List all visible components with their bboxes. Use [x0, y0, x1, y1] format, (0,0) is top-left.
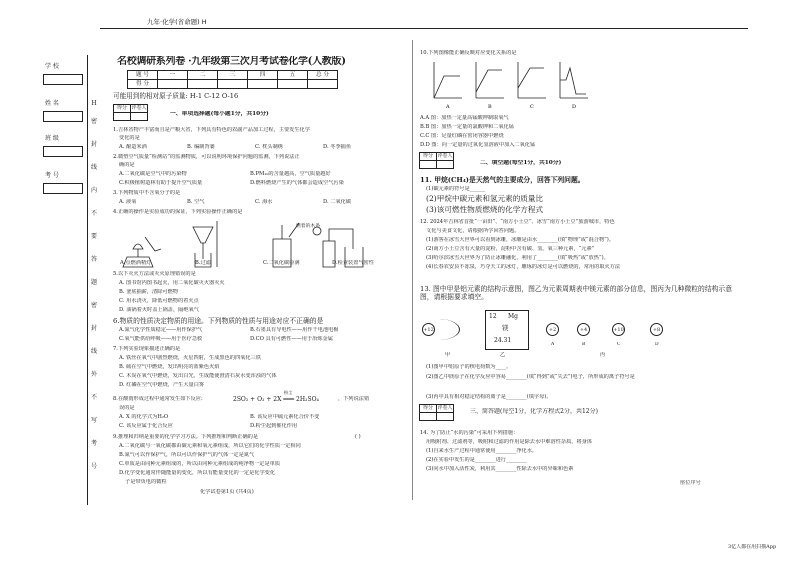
score-cell[interactable] — [278, 80, 308, 89]
subject-line: 九年·化学(省命题) H — [147, 18, 207, 26]
score-header-cell: 总 分 — [308, 71, 338, 80]
seal-char: 线 — [90, 348, 97, 355]
seal-char: 密 — [90, 302, 97, 309]
nucleus-d: +8 — [650, 323, 663, 336]
score-header-cell: 二 — [188, 71, 218, 80]
graph-label-b: B — [488, 104, 492, 110]
q12-part-2: (2)南方小土豆含有大量的淀粉，淀粉中含有碳、氢、氧三种元素，“元素” — [426, 246, 595, 252]
q14-text: 14. 为了防止“水的污染”可采用下列措施： — [420, 430, 519, 436]
q9-option-c: C.单质是由同种元素组成的，所以由同种元素组成的纯净物一定是单质 — [119, 461, 281, 467]
q8-text-tail: ，下列说法错 — [338, 396, 370, 402]
q10-option-d: D.D 图：向一定量的过氧化氢溶液中加入二氧化锰 — [420, 142, 536, 148]
q4-figure-note: 燃着的木条 — [296, 224, 320, 229]
q8-equation: 2SO₂ + O₂ + 2X ═══ 2H₂SO₄ — [233, 396, 319, 403]
q10-option-b: B.B 图：加热一定量的氯酸钾和二氧化锰 — [420, 124, 514, 130]
letter-b: B — [582, 342, 586, 347]
q8-text: 8.在酸雨形成过程中通常发生如下反应: — [113, 396, 203, 402]
q5-option-d: D. 油锅着火时盖上锅盖，隔绝氧气 — [119, 307, 199, 313]
score-row-label: 得 分 — [128, 80, 158, 89]
score-header-cell: 四 — [248, 71, 278, 80]
q8-condition: 粉尘 — [284, 390, 293, 395]
label-yi: 乙 — [500, 352, 506, 358]
q7-option-b: B. 硫在空气中燃烧，发出明亮的蓝紫色火焰 — [119, 364, 220, 370]
seal-char: 不 — [90, 210, 97, 217]
id-box[interactable] — [43, 183, 83, 194]
q1-text-cont: 变化的是 — [119, 135, 140, 141]
q14-part-3: (3)向水中加入活性炭，利用其________性除去水中的异味和色素 — [426, 466, 574, 472]
letter-d: D — [655, 342, 659, 347]
nucleus-al: +12 — [422, 323, 435, 336]
seal-char: 写 — [90, 417, 97, 424]
seal-char: 不 — [90, 394, 97, 401]
mg-cell — [485, 310, 529, 350]
graph-label-d: D — [572, 104, 577, 110]
q13-part-1: (1)图甲中铝原子的核电荷数为____。 — [426, 364, 512, 370]
atomic-mass-line: 可能用到的相对原子质量: H-1 C-12 O-16 — [113, 92, 239, 100]
q14-text-cont: 用吸附剂、过滤剂等，吸附和过滤的作用是除去水中难溶性杂质，将身体 — [426, 439, 593, 445]
q2-text-cont: 确的是 — [119, 162, 135, 168]
score-table — [127, 70, 338, 89]
score-header-cell: 一 — [158, 71, 188, 80]
seal-char: 题 — [90, 279, 97, 286]
seal-char: 号 — [90, 463, 97, 470]
seal-char: 封 — [90, 141, 97, 148]
name-box[interactable] — [43, 111, 83, 122]
q4-text: 4.正确的操作是实验成功的保证，下列实验操作正确的是 — [113, 209, 243, 215]
q4-label-a: A.点燃酒精灯 — [120, 260, 152, 266]
q4-label-b: B.过滤 — [195, 260, 211, 266]
seal-mark: H — [91, 100, 97, 107]
q10-option-a: A.A 图：加热一定量高锰酸钾制取氧气 — [420, 115, 509, 121]
q12-part-4: (4)长春农安县不冻泉，巧夺天工的冰灯，雕琢的冰灯是可以燃烧的，常用的取火方法 — [426, 264, 621, 270]
q12-text-cont: 文化与美食文化，请根据所学回答问题。 — [426, 228, 520, 234]
q8-option-a: A. X 的化学式为H₂O — [119, 414, 169, 420]
q12-part-1: (1)游客在冰雪大世界可以看到冰雕，冰雕是由水________(填“物理”或“混合物”)。 — [426, 237, 615, 243]
grader-name-cell[interactable] — [437, 161, 454, 169]
grader-score-cell[interactable] — [420, 161, 437, 169]
q7-option-c: C. 木炭在氧气中燃烧，发出白光，生成能使澄清石灰水变浑浊的气体 — [119, 373, 277, 379]
mg-mass: 24.31 — [494, 337, 512, 344]
q13-text: 13. 图中甲是铝元素的结构示意图，图乙为元素周期表中镁元素的部分信息，图丙为几种微粒的结构示意图，请根据要求填空。 — [420, 285, 733, 302]
column-divider — [412, 40, 413, 500]
seal-char: 外 — [90, 371, 97, 378]
graph-label-a: A — [446, 104, 450, 110]
q2-text: 2.微塑空气质量“检测站”的监测物质，可以说明环境保护问题的监测，下列说法正 — [113, 154, 300, 160]
graph-a — [434, 62, 462, 98]
graph-d — [560, 62, 588, 98]
q8-option-c: C. 该反应属于化合反应 — [119, 423, 173, 429]
graph-c — [518, 62, 546, 98]
q11-part-1: (1)碳元素的符号是______ — [426, 186, 486, 192]
letter-a: A — [551, 342, 555, 347]
graph-label-c: C — [530, 104, 534, 110]
nucleus-a: +2 — [546, 323, 559, 336]
q8-text-cont: 误的是 — [119, 405, 135, 411]
label-jia: 甲 — [445, 352, 451, 358]
seal-char: 要 — [90, 233, 97, 240]
label-bing: 丙 — [600, 352, 606, 358]
q3-option-b: B. 空气 — [187, 199, 205, 205]
score-cell[interactable] — [188, 80, 218, 89]
grader-box-1 — [113, 104, 148, 121]
q7-text: 7.下列实验现象描述正确的是 — [113, 346, 181, 352]
binding-line — [87, 55, 88, 505]
q10-graphs — [420, 58, 590, 113]
grader-name-cell[interactable] — [131, 113, 148, 121]
q8-option-d: D.粉尘起到催化作用 — [250, 423, 298, 429]
q5-text: 5.以下灭火方法或灭火原理错误的是 — [113, 271, 196, 277]
q1-option-d: D. 冬季捕鱼 — [323, 144, 352, 150]
score-cell[interactable] — [308, 80, 338, 89]
grader-box-2 — [419, 152, 454, 169]
q3-text: 3.下列物质中不含氧分子的是 — [113, 190, 181, 196]
q9-option-a: A.二氧化碳与一氧化碳都由碳元素和氧元素组成，所以它们的化学性质一定相同 — [119, 443, 301, 449]
q7-option-d: D. 红磷在空气中燃烧，产生大量白雾 — [119, 382, 205, 388]
q9-text: 9.推理和归纳是重要的化学学习方法。下列推理和判断正确的是 — [113, 434, 259, 440]
score-cell[interactable] — [218, 80, 248, 89]
seal-char: 线 — [90, 164, 97, 171]
q8-option-b: B. 该反应中硫元素化合价不变 — [250, 414, 320, 420]
q11-text: 11. 甲烷(CH₄)是天然气的主要成分，回答下列问题。 — [420, 176, 585, 184]
q7-option-a: A. 铁丝在氧气中剧烈燃烧，火星四射，生成黑色的四氧化三铁 — [119, 355, 261, 361]
q2-option-c: C.积极植树造林有助于提升空气质量 — [119, 180, 203, 186]
seat-number-label: 座位序号 — [680, 480, 701, 486]
section2-title: 二、填空题(每空1分，共10分) — [480, 160, 562, 166]
q3-option-d: D. 二氧化碳 — [323, 199, 352, 205]
q2-option-d: D.燃料燃烧产生的气体都会造成空气污染 — [250, 180, 344, 186]
seal-char: 内 — [90, 187, 97, 194]
grader-score-cell[interactable] — [420, 413, 437, 421]
q4-label-c: C.二氧化碳验满 — [263, 260, 300, 266]
seal-char: 密 — [90, 118, 97, 125]
score-header-cell: 题 号 — [128, 71, 158, 80]
nucleus-b: +4 — [577, 323, 590, 336]
q12-text: 12. 2024年吉林省首批“一亩田”、“南方小土豆”、冰雪“南方小土豆”旅游城市，特色 — [420, 219, 615, 225]
field-label-name: 姓 名 — [45, 100, 59, 107]
letter-c: C — [617, 342, 621, 347]
q5-option-b: B. 釜底抽薪，清除可燃物 — [119, 289, 178, 295]
q6-option-a: A.氮气化学性质稳定——用作保护气 — [119, 327, 203, 333]
grader-box-3 — [419, 404, 454, 421]
q3-option-a: A. 液氧 — [119, 199, 137, 205]
mg-number: 12 — [489, 313, 497, 320]
section1-title: 一、单项选择题(每小题1分，共10分) — [170, 111, 269, 117]
q6-option-b: B.石墨具有导电性——用作干电池电极 — [250, 327, 339, 333]
section3-title: 三、简答题(每空1分，化学方程式2分，共12分) — [470, 408, 598, 415]
nucleus-c: +10 — [612, 323, 625, 336]
q4-label-d: D.检查装置气密性 — [332, 260, 374, 266]
seal-char: 考 — [90, 440, 97, 447]
q13-part-2: (2)图乙中镁原子在化学反应中容易________(填“得到”或“失去”)电子，所形成的离子符号是 — [426, 374, 635, 380]
q14-part-1: (1)自来水生产过程中通常使用________净化水。 — [426, 448, 538, 454]
q11-part-3: (3)该可燃性物质燃烧的化学方程式 — [426, 205, 544, 214]
q9-option-b: B.氮气可以作保护气，所以可以作保护气的气体一定是氮气 — [119, 452, 255, 458]
q5-option-a: A. 图书馆内图书起火，用二氧化碳灭火器灭火 — [119, 280, 225, 286]
q10-option-c: C.C 图：足量红磷在密闭容器中燃烧 — [420, 133, 504, 139]
grader-name-label: 评卷人 — [437, 153, 453, 160]
grader-name-cell[interactable] — [437, 413, 454, 421]
q6-option-c: C.氧气能供给呼吸——用于医疗急救 — [119, 336, 203, 342]
header-rule — [100, 28, 748, 29]
field-label-id: 考 号 — [45, 172, 59, 179]
score-cell[interactable] — [248, 80, 278, 89]
q2-option-b: B.PM₁₀的含量越高，空气质量越好 — [250, 171, 331, 177]
q13-part-3: (3)丙中具有相对稳定结构的离子是________(填字母)。 — [426, 394, 552, 400]
scanner-watermark: 3亿人都在用扫描App — [728, 544, 777, 550]
q9-option-d-cont: 子是带负电的微粒 — [125, 479, 167, 485]
q9-option-d: D.化学变化通常伴随能量的变化，所以有能量变化的一定是化学变化 — [119, 470, 276, 476]
seal-char: 答 — [90, 256, 97, 263]
q1-option-a: A. 酿造米酒 — [119, 144, 147, 150]
score-header-cell: 五 — [278, 71, 308, 80]
seal-char: 封 — [90, 325, 97, 332]
grader-name-label: 评卷人 — [437, 405, 453, 412]
mg-name: 镁 — [502, 324, 509, 332]
q5-option-c: C. 用水浇灭，降低可燃物的着火点 — [119, 298, 199, 304]
grader-score-cell[interactable] — [114, 113, 131, 121]
electron-shell — [418, 319, 460, 340]
q1-text: 1.吉林省物产丰富而且是产粮大省，下列具有特色的农副产品加工过程，主要发生化学 — [113, 127, 310, 133]
grader-name-label: 评卷人 — [131, 105, 147, 112]
school-box[interactable] — [43, 74, 83, 85]
class-box[interactable] — [43, 146, 83, 157]
q14-part-2: (2)在实验中发生的是________进行________ — [426, 457, 527, 463]
q1-option-b: B. 编制背篓 — [187, 144, 215, 150]
q10-text: 10.下列图像能正确反映对应变化关系的是 — [420, 50, 517, 56]
grader-score-label: 得分 — [114, 105, 131, 113]
grader-score-label: 得分 — [420, 405, 437, 413]
q1-option-c: C. 枕头制绣 — [255, 144, 283, 150]
graph-b — [476, 62, 504, 98]
field-label-class: 班 级 — [45, 135, 59, 142]
score-header-cell: 三 — [218, 71, 248, 80]
q9-answer-bracket[interactable]: ( ) — [355, 434, 361, 440]
q2-option-a: A.二氧化碳是空气中的污染物 — [119, 171, 187, 177]
q3-option-c: C. 海水 — [255, 199, 273, 205]
mg-symbol: Mg — [508, 313, 518, 320]
field-label-school: 学 校 — [45, 63, 59, 70]
q6-option-d: D.CO 具有可燃性——用于冶炼金属 — [250, 336, 333, 342]
score-cell[interactable] — [158, 80, 188, 89]
page-footer: 化学试卷第1页 (共4页) — [200, 489, 254, 495]
q12-part-3: (3)哈尔滨冰雪大世界为了防止冰雕融化，利用了________(填“吸热”或“放热”)。 — [426, 255, 609, 261]
q11-part-2: (2)甲烷中碳元素和氢元素的质量比 — [426, 194, 544, 203]
q6-text: 6.物质的性质决定物质的用途。下列物质的性质与用途对应不正确的是 — [113, 317, 324, 325]
grader-score-label: 得分 — [420, 153, 437, 161]
page-title: 名校调研系列卷 ·九年级第三次月考试卷化学(人教版) — [117, 56, 346, 67]
